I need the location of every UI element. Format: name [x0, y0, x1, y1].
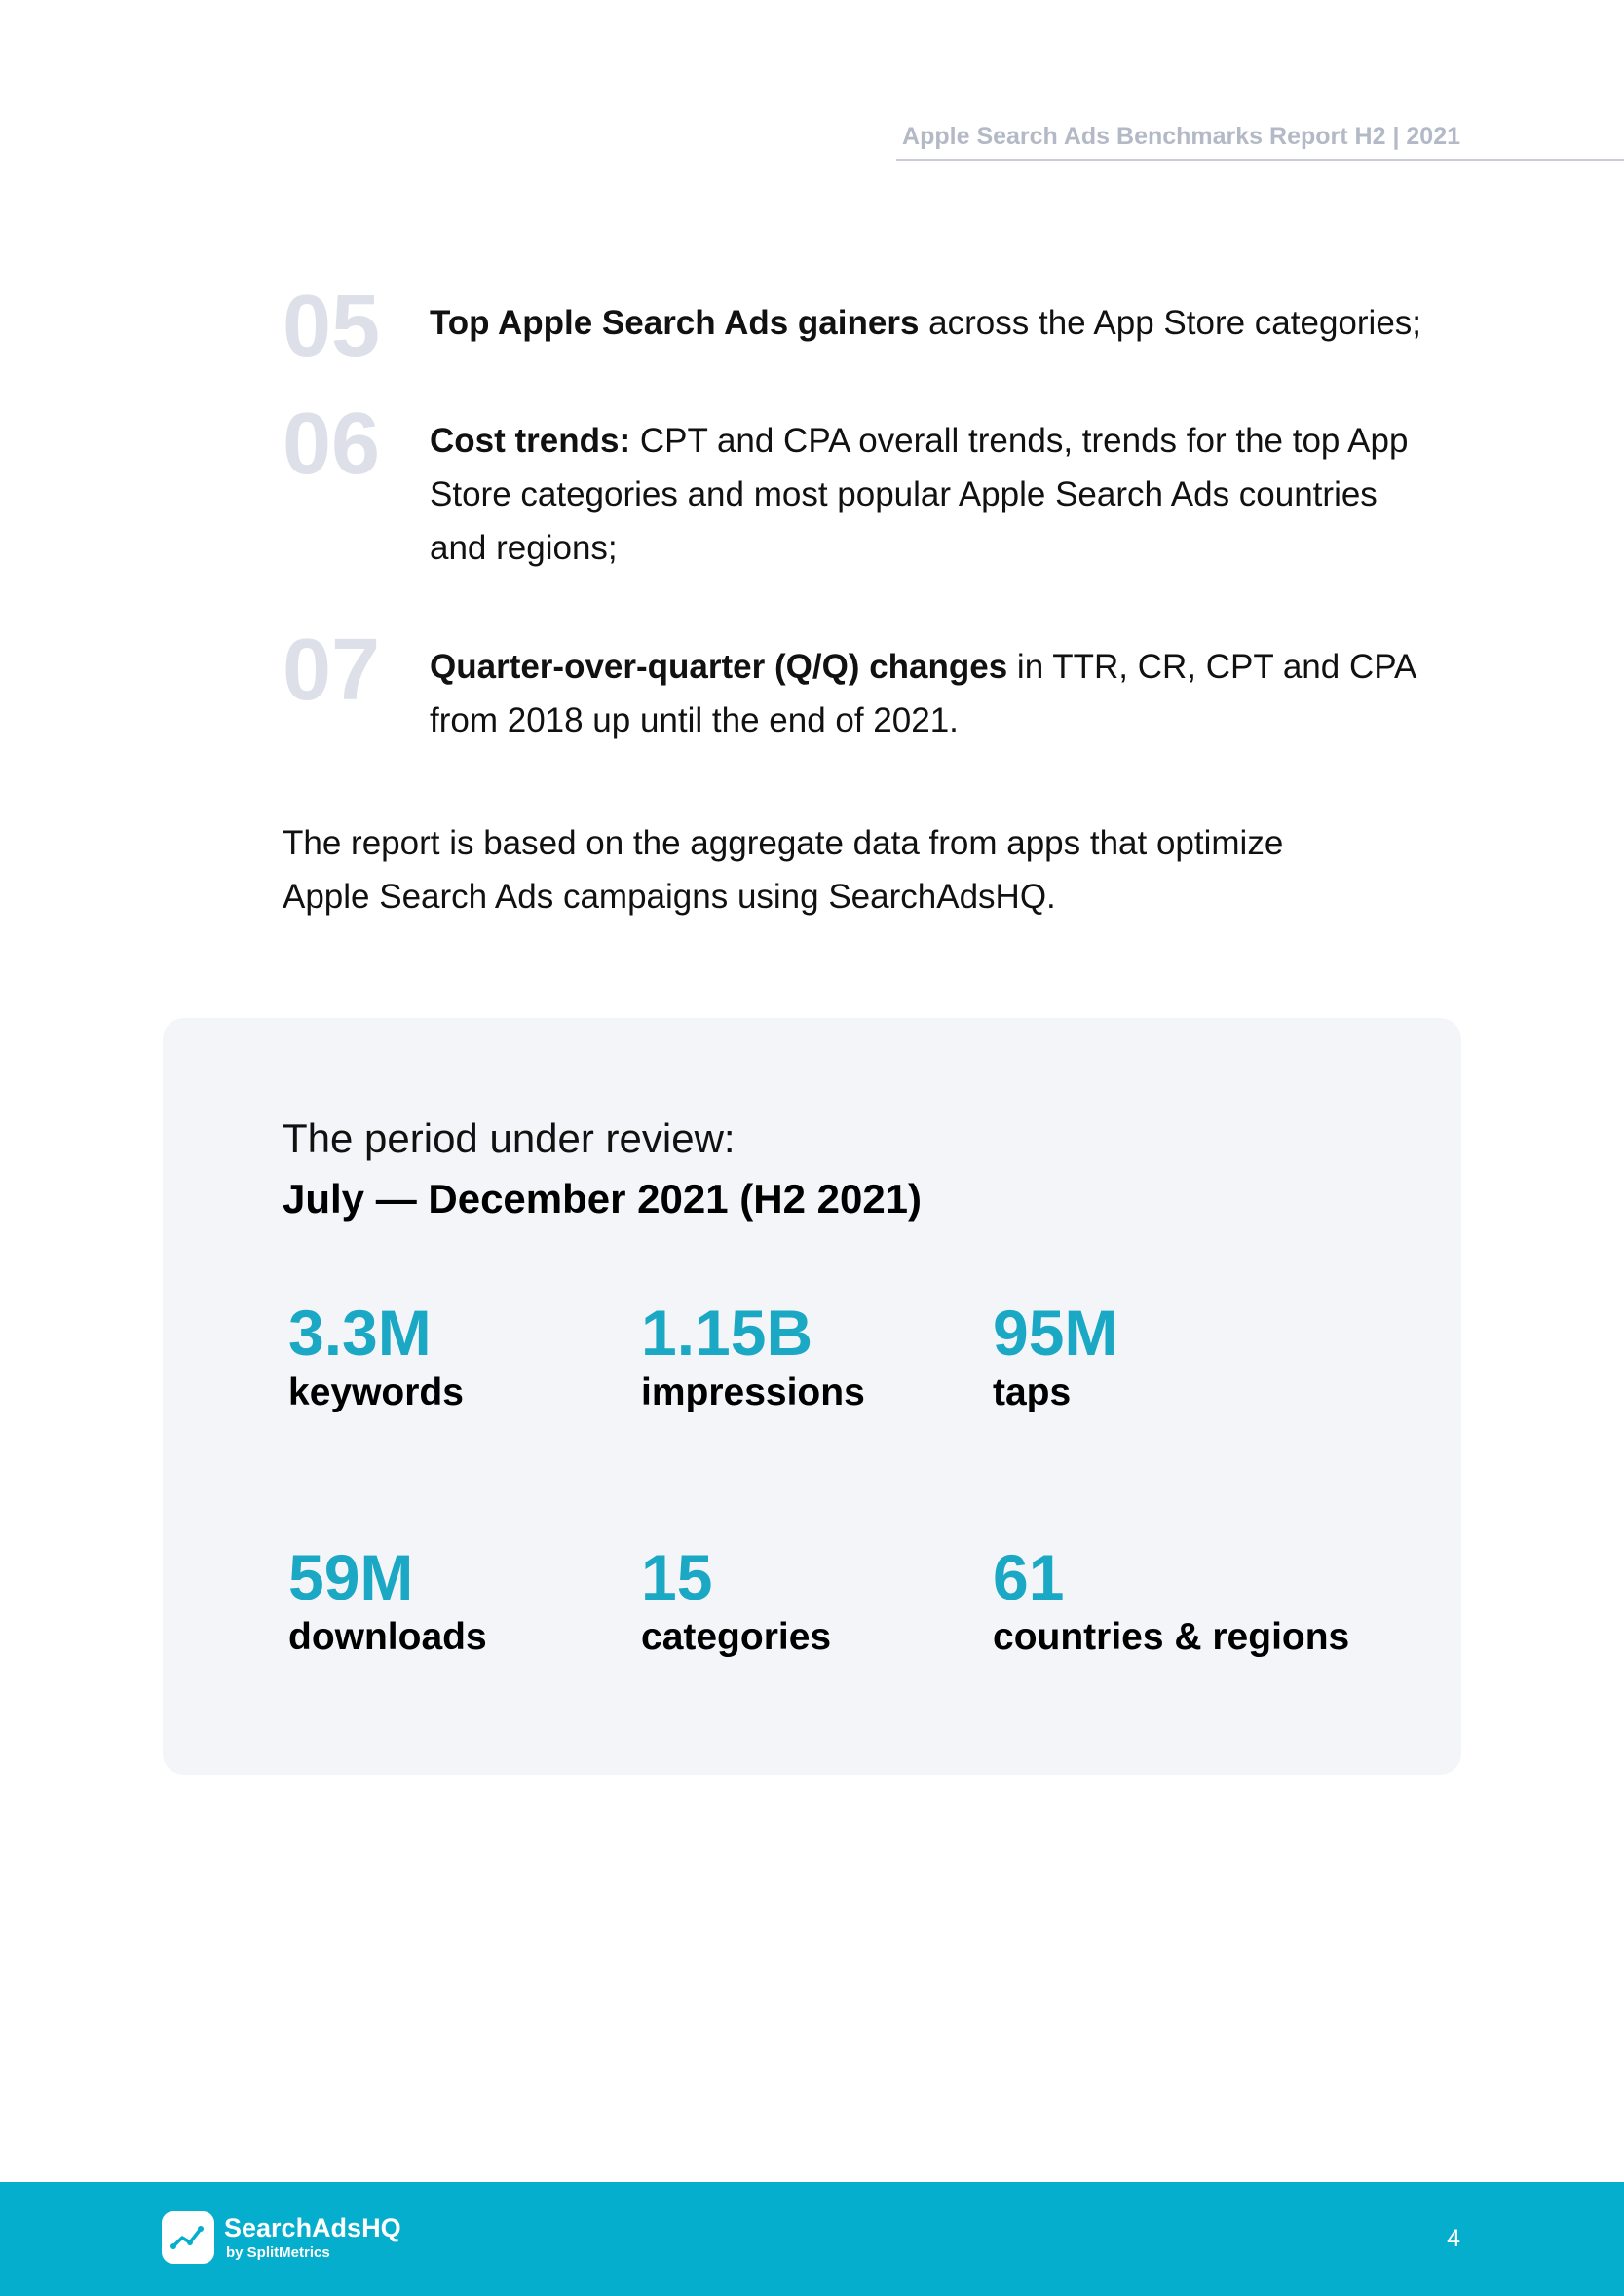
review-period-panel: [163, 1018, 1461, 1775]
period-label: The period under review:: [283, 1115, 736, 1161]
stat-label: downloads: [288, 1616, 487, 1658]
list-number: 05: [283, 278, 381, 375]
stat-label: countries & regions: [993, 1616, 1350, 1658]
trend-line-logo-icon: [162, 2211, 214, 2264]
stat-impressions: [641, 1299, 992, 1417]
logo-name: SearchAdsHQ: [224, 2213, 401, 2242]
list-number: 07: [283, 621, 381, 719]
stat-value: 3.3M: [288, 1297, 432, 1369]
list-text-rest: in TTR, CR, CPT and CPA from 2018 up until the end of 2021.: [430, 648, 1416, 739]
stat-label: impressions: [641, 1372, 865, 1413]
header-divider: [896, 159, 1624, 161]
stat-countries: [993, 1541, 1350, 1662]
intro-paragraph: The report is based on the aggregate data from apps that optimize Apple Search Ads campaigns using SearchAdsHQ.: [283, 824, 1284, 916]
stat-value: 15: [641, 1541, 713, 1613]
list-text-bold: Cost trends:: [430, 422, 631, 460]
list-text-bold: Top Apple Search Ads gainers: [430, 304, 920, 342]
stat-label: taps: [993, 1372, 1072, 1413]
report-header-title: Apple Search Ads Benchmarks Report H2 | 2021: [902, 123, 1460, 150]
logo-subtitle: by SplitMetrics: [226, 2244, 330, 2261]
list-text: [430, 640, 1443, 747]
period-value: July — December 2021 (H2 2021): [283, 1176, 923, 1222]
list-text-rest: CPT and CPA overall trends, trends for the top App Store categories and most popular Apple Search Ads countries and regions;: [430, 422, 1409, 567]
stat-taps: [993, 1299, 1343, 1417]
list-text-rest: across the App Store categories;: [919, 304, 1422, 342]
stat-downloads: [288, 1543, 639, 1662]
page-footer: [0, 2182, 1624, 2296]
stat-categories: [641, 1543, 992, 1662]
stat-keywords: [288, 1299, 639, 1417]
list-number: 06: [283, 395, 381, 493]
list-text: [430, 414, 1443, 575]
page-number: 4: [1447, 2225, 1460, 2252]
stat-value: 1.15B: [641, 1297, 813, 1369]
stat-label: keywords: [288, 1372, 464, 1413]
stat-value: 61: [993, 1541, 1065, 1613]
stat-value: 95M: [993, 1297, 1118, 1369]
stat-label: categories: [641, 1616, 832, 1658]
list-text: [430, 296, 1443, 350]
stat-value: 59M: [288, 1541, 414, 1613]
list-text-bold: Quarter-over-quarter (Q/Q) changes: [430, 648, 1008, 686]
